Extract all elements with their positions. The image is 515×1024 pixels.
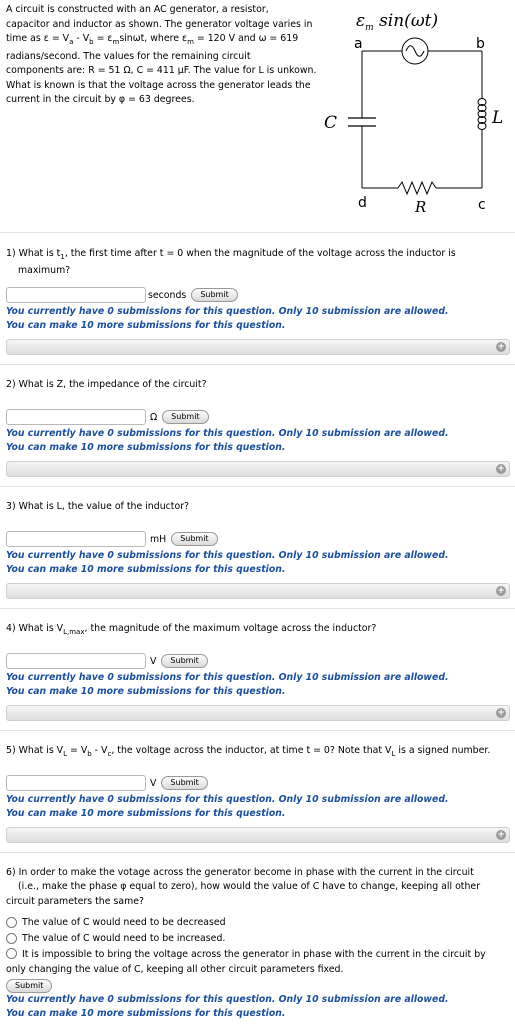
answer-row-4 — [6, 652, 208, 670]
expand-plus-icon[interactable]: + — [497, 708, 505, 718]
expand-plus-icon[interactable]: + — [497, 342, 505, 352]
problem-statement — [6, 3, 324, 108]
submit-button-6[interactable]: Submit — [6, 979, 52, 993]
inductor-label: L — [492, 108, 504, 128]
hint-bar-1[interactable] — [6, 339, 510, 355]
unit-label: Ω — [150, 411, 158, 423]
divider — [0, 364, 515, 365]
answer-row-1 — [6, 286, 238, 304]
submit-button-1[interactable]: Submit — [191, 288, 237, 302]
submit-button-3[interactable]: Submit — [171, 532, 217, 546]
question-1: 1) What is $t_1$, the first time after t = 0 when the magnitude of the voltage across the inductor is maximum? — [6, 248, 456, 277]
node-c-label: c — [478, 197, 486, 213]
ac-generator-icon — [402, 38, 428, 64]
submission-status-4: You currently have 0 submissions for this question. Only 10 submission are allowed. You can make 10 more submissions for this question. — [6, 672, 449, 697]
answer-input-2[interactable] — [6, 409, 146, 425]
option-increase[interactable]: The value of C would need to be increased. — [6, 932, 506, 947]
intro-line: A circuit is constructed with an AC generator, a resistor, — [6, 4, 269, 15]
answer-input-3[interactable] — [6, 531, 146, 547]
unit-label: V — [150, 655, 157, 667]
intro-line: What is known is that the voltage across the generator leads the — [6, 79, 311, 91]
submission-status-6: You currently have 0 submissions for this question. Only 10 submission are allowed. You can make 10 more submissions for this question. — [6, 994, 449, 1019]
radio-button[interactable] — [6, 917, 17, 928]
divider — [0, 232, 515, 233]
divider — [0, 852, 515, 853]
option-impossible[interactable]: It is impossible to bring the voltage across the generator in phase with the current in the circuit by only changing the value of C, keeping all other circuit parameters fixed. — [6, 949, 486, 975]
node-d-label: d — [358, 195, 367, 211]
node-b-label: b — [476, 36, 485, 52]
question-3: 3) What is L, the value of the inductor? — [6, 501, 190, 512]
divider — [0, 730, 515, 731]
unit-label: seconds — [148, 289, 187, 301]
answer-input-4[interactable] — [6, 653, 146, 669]
resistor-label: R — [415, 198, 427, 214]
inductor-icon — [478, 99, 486, 130]
question-2: 2) What is Z, the impedance of the circuit? — [6, 379, 207, 390]
radio-button[interactable] — [6, 948, 17, 959]
intro-line: components are: R = 51 Ω, C = 411 μF. The value for L is unkown. — [6, 65, 317, 77]
submission-status-2: You currently have 0 submissions for this question. Only 10 submission are allowed. You can make 10 more submissions for this question. — [6, 428, 449, 453]
option-decrease[interactable]: The value of C would need to be decreased — [6, 916, 506, 931]
circuit-diagram — [318, 2, 514, 214]
answer-row-5 — [6, 774, 208, 792]
emf-label: $\varepsilon_m$ sin(ωt) — [356, 11, 439, 33]
expand-plus-icon[interactable]: + — [497, 830, 505, 840]
divider — [0, 608, 515, 609]
answer-input-1[interactable] — [6, 287, 146, 303]
answer-row-3 — [6, 530, 218, 548]
expand-plus-icon[interactable]: + — [497, 586, 505, 596]
intro-line: time as $\varepsilon = V_a - V_b = \varepsilon_m\sin\omega t$, where $\varepsilon_m = 120$ V and ω = 619 — [6, 33, 299, 47]
question-6: 6) In order to make the votage across the generator become in phase with the current in the circuit (i.e., make the phase φ equal to zero), how would the value of C have to change, keeping all other circuit parameters the same? — [6, 867, 481, 907]
submit-button-4[interactable]: Submit — [161, 654, 207, 668]
submission-status-3: You currently have 0 submissions for this question. Only 10 submission are allowed. You can make 10 more submissions for this question. — [6, 550, 449, 575]
answer-input-5[interactable] — [6, 775, 146, 791]
radio-button[interactable] — [6, 933, 17, 944]
question-4: 4) What is $V_{L,max}$, the magnitude of the maximum voltage across the inductor? — [6, 623, 377, 636]
intro-line: capacitor and inductor as shown. The generator voltage varies in — [6, 18, 313, 30]
divider — [0, 486, 515, 487]
unit-label: mH — [150, 533, 167, 545]
answer-row-2 — [6, 408, 209, 426]
hint-bar-5[interactable] — [6, 827, 510, 843]
hint-bar-2[interactable] — [6, 461, 510, 477]
expand-plus-icon[interactable]: + — [497, 464, 505, 474]
capacitor-icon — [348, 118, 376, 126]
hint-bar-4[interactable] — [6, 705, 510, 721]
intro-line: current in the circuit by φ = 63 degrees. — [6, 94, 195, 106]
submission-status-1: You currently have 0 submissions for this question. Only 10 submission are allowed. You can make 10 more submissions for this question. — [6, 306, 449, 331]
node-a-label: a — [354, 36, 363, 52]
submit-button-5[interactable]: Submit — [161, 776, 207, 790]
question-5: 5) What is $V_L = V_b - V_c$, the voltage across the inductor, at time t = 0? Note that $V_L$ is a signed number. — [6, 745, 491, 758]
submit-button-2[interactable]: Submit — [162, 410, 208, 424]
unit-label: V — [150, 777, 157, 789]
intro-line: radians/second. The values for the remaining circuit — [6, 50, 251, 62]
resistor-icon — [398, 182, 436, 194]
hint-bar-3[interactable] — [6, 583, 510, 599]
submission-status-5: You currently have 0 submissions for this question. Only 10 submission are allowed. You can make 10 more submissions for this question. — [6, 794, 449, 819]
capacitor-label: C — [324, 113, 338, 133]
